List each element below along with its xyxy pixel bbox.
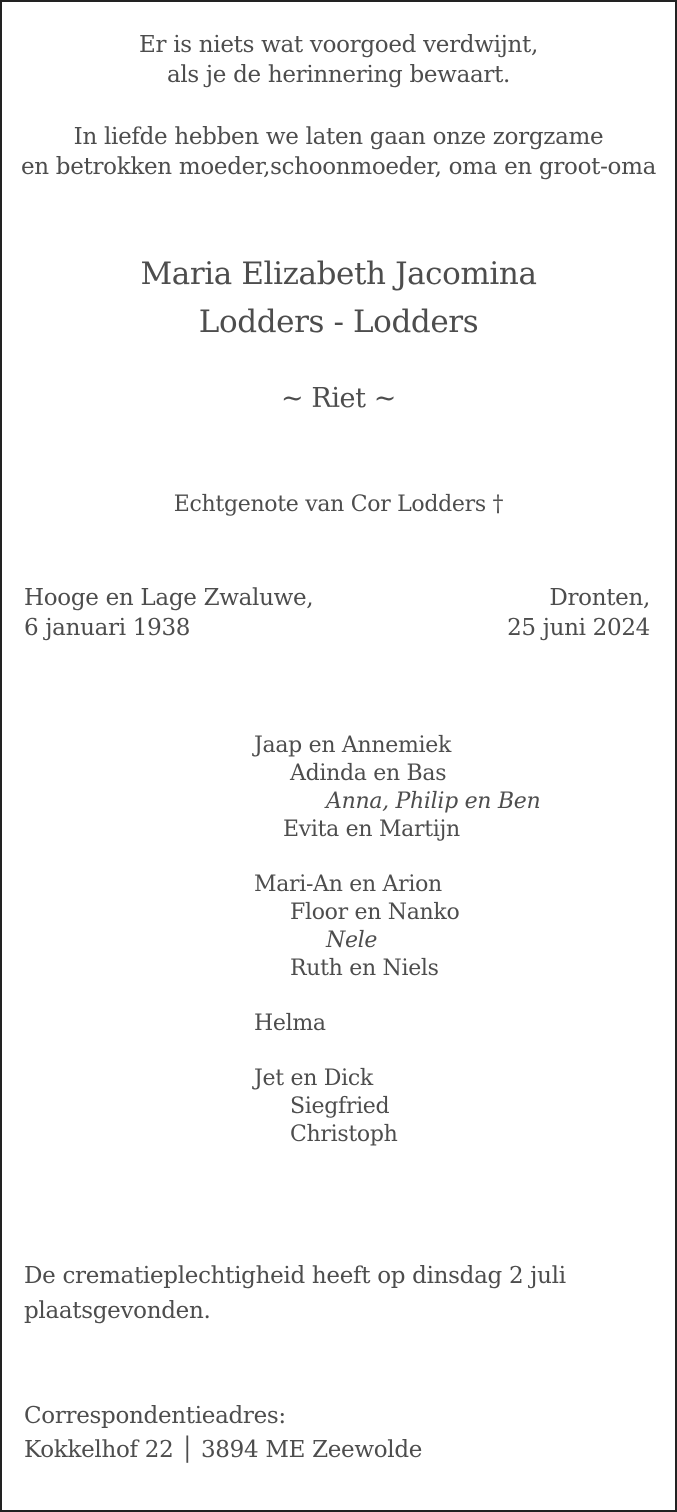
family-grandchild: Nele [326,928,378,953]
quote-line-1: Er is niets wat voorgoed verdwijnt, [139,32,538,58]
quote-line-2: als je de herinnering bewaart. [166,62,511,88]
spouse-line: Echtgenote van Cor Lodders † [173,492,504,517]
family-child: Adinda en Bas [290,761,447,786]
family-parent: Mari-An en Arion [254,872,442,897]
family-parent: Helma [254,1011,326,1036]
family-child: Floor en Nanko [290,900,460,925]
family-child: Siegfried [290,1094,390,1119]
intro-line-1: In liefde hebben we laten gaan onze zorgzame [73,124,604,150]
family-parent: Jet en Dick [254,1066,373,1091]
address-line: Kokkelhof 22 │ 3894 ME Zeewolde [24,1437,423,1463]
family-child: Ruth en Niels [290,956,439,981]
birth-date: 6 januari 1938 [24,615,191,641]
family-child: Christoph [290,1122,398,1147]
intro-line-2: en betrokken moeder,schoonmoeder, oma en groot-oma [20,154,657,180]
death-place: Dronten, [549,585,650,611]
deceased-name-line-2: Lodders - Lodders [198,304,479,340]
ceremony-line-1: De crematieplechtigheid heeft op dinsdag 2 juli [24,1263,566,1289]
death-date: 25 juni 2024 [507,615,650,641]
family-parent: Jaap en Annemiek [254,733,452,758]
deceased-name-line-1: Maria Elizabeth Jacomina [140,256,537,292]
nickname: ~ Riet ~ [280,383,396,414]
family-grandchildren: Anna, Philip en Ben [326,789,541,814]
ceremony-line-2: plaatsgevonden. [24,1298,211,1324]
address-label: Correspondentieadres: [24,1403,286,1429]
birth-place: Hooge en Lage Zwaluwe, [24,585,314,611]
family-child: Evita en Martijn [283,817,460,842]
